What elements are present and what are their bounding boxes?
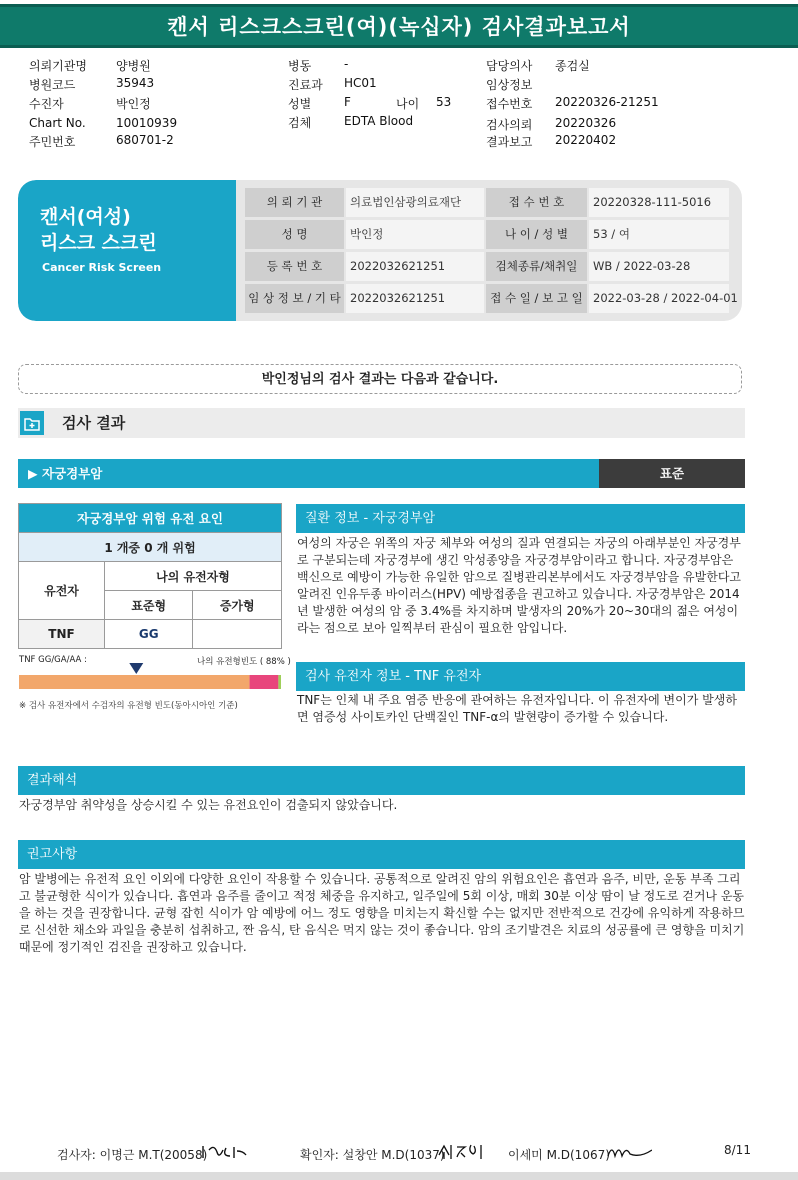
- card-title-line2: 리스크 스크린: [40, 232, 157, 254]
- freq-segment-0: [19, 675, 250, 689]
- freq-marker: [129, 663, 143, 674]
- result-message: 박인정님의 검사 결과는 다음과 같습니다.: [18, 364, 742, 394]
- card-row-value: 의료법인삼광의료재단: [346, 188, 484, 217]
- header-label: 병동: [288, 59, 312, 73]
- header-label: 성별: [288, 97, 312, 111]
- disease-info-text: 여성의 자궁은 위쪽의 자궁 체부와 여성의 질과 연결되는 자궁의 아래부분인 자궁경부로 구분되는데 자궁경부에 생긴 악성종양을 자궁경부암이라고 합니다. 자궁경부암은 백신으로 예방이 가능한 유일한 암으로 질병관리본부에서도 자궁경부암을 유발한다고 알려진 인유두종 바이러스(HPV) 예방접종을 권고하고 있습니다. 자궁경부암은 2014년 발생한 여성의 암 중 3.4%를 차지하며 발생자의 20%가 20~30대의 젊은 여성이라는 점으로 보아 일찍부터 관심이 필요한 암입니다.: [297, 536, 742, 635]
- my-genotype-header: 나의 유전자형: [105, 562, 282, 591]
- card-row-label: 성 명: [245, 220, 344, 249]
- card-row-label: 임 상 정 보 / 기 타: [245, 284, 344, 313]
- tester-info: 검사자: 이명근 M.T(20058): [57, 1148, 208, 1162]
- card-row-label: 접 수 번 호: [486, 188, 587, 217]
- card-title-line1: 캔서(여성): [40, 206, 131, 228]
- interpretation-text: 자궁경부암 취약성을 상승시킬 수 있는 유전요인이 검출되지 않았습니다.: [19, 798, 398, 812]
- freq-segment-2: [278, 675, 281, 689]
- card-row-value: 2022032621251: [346, 252, 484, 281]
- gene-risk-count: [19, 533, 282, 562]
- category-label: ▶ 자궁경부암: [28, 466, 103, 481]
- freq-right-label: 나의 유전형빈도 ( 88% ): [197, 657, 291, 667]
- header-value: 20220326-21251: [555, 95, 659, 109]
- freq-left-label: TNF GG/GA/AA :: [19, 655, 87, 665]
- gene-column-header: 유전자: [19, 562, 105, 620]
- card-row-label: 검체종류/채취일: [486, 252, 587, 281]
- card-row-value: 2022032621251: [346, 284, 484, 313]
- header-label: 검체: [288, 116, 312, 130]
- age-value: 53: [436, 95, 452, 109]
- card-row-value: 53 / 여: [589, 220, 729, 249]
- section-title: 검사 결과: [62, 414, 126, 432]
- gene-table-title: 자궁경부암 위험 유전 요인: [19, 504, 282, 533]
- header-value: 35943: [116, 76, 155, 90]
- recommendation-text: 암 발병에는 유전적 요인 이외에 다양한 요인이 작용할 수 있습니다. 공통적으로 알려진 암의 위험요인은 흡연과 음주, 비만, 운동 부족 그리고 불균형한 식이가 있습니다. 흡연과 음주를 줄이고 적정 체중을 유지하고, 일주일에 5회 이상, 매회 30분 이상 땀이 날 정도로 걷거나 운동을 하는 것을 권장합니다. 균형 잡힌 식이가 암 예방에 어느 정도 영향을 미치는지 확신할 수는 없지만 전반적으로 건강에 유익하게 작용하므로 신선한 채소와 과일을 충분히 섭취하고, 짠 음식, 탄 음식은 먹지 않는 것이 좋습니다. 암의 조기발견은 치료의 성공률에 큰 영향을 미치기 때문에 정기적인 검진을 권장하고 있습니다.: [19, 872, 745, 954]
- gene-info-header: 검사 유전자 정보 - TNF 유전자: [296, 662, 745, 691]
- header-label: 결과보고: [486, 135, 533, 149]
- header-label: 진료과: [288, 78, 323, 92]
- header-label: 병원코드: [29, 78, 76, 92]
- section-header: [18, 408, 745, 438]
- category-bar: [18, 459, 599, 488]
- header-value: 종검실: [555, 59, 590, 73]
- freq-note: ※ 검사 유전자에서 수검자의 유전형 빈도(동아시아인 기준): [19, 701, 238, 711]
- standard-type-header: 표준형: [105, 591, 193, 620]
- header-label: 접수번호: [486, 97, 533, 111]
- card-row-value: 2022-03-28 / 2022-04-01: [589, 284, 729, 313]
- doctor2-info: 이세미 M.D(1067): [508, 1148, 610, 1162]
- increased-type-header: 증가형: [193, 591, 282, 620]
- gene-risk-count-text: 1 개중 0 개 위험: [104, 540, 196, 555]
- interpretation-header: 결과해석: [18, 766, 745, 795]
- header-label: 주민번호: [29, 135, 76, 149]
- header-value: 박인정: [116, 97, 151, 111]
- header-value: -: [344, 57, 349, 71]
- card-row-label: 접 수 일 / 보 고 일: [486, 284, 587, 313]
- header-value: F: [344, 95, 351, 109]
- bottom-divider: [0, 1172, 798, 1180]
- disease-info-header: 질환 정보 - 자궁경부암: [296, 504, 745, 533]
- header-label: 담당의사: [486, 59, 533, 73]
- gene-risk-table: [18, 503, 282, 649]
- header-value: 20220326: [555, 116, 617, 130]
- header-label: 임상정보: [486, 78, 533, 92]
- card-row-value: 20220328-111-5016: [589, 188, 729, 217]
- card-banner: [18, 180, 236, 321]
- tester-signature: [200, 1142, 250, 1162]
- header-label: 의뢰기관명: [29, 59, 87, 73]
- report-title-bar: [0, 4, 798, 48]
- freq-segment-1: [250, 675, 279, 689]
- folder-plus-icon: [20, 411, 44, 435]
- header-label: 수진자: [29, 97, 64, 111]
- category-status: 표준: [599, 459, 745, 488]
- report-title: 캔서 리스크스크린(여)(녹십자) 검사결과보고서: [167, 15, 631, 39]
- table-row: [19, 620, 282, 649]
- standard-genotype: GG: [105, 620, 193, 649]
- card-row-label: 등 록 번 호: [245, 252, 344, 281]
- header-label: 검사의뢰: [486, 118, 533, 132]
- confirmer-signature: [437, 1141, 487, 1163]
- card-row-value: WB / 2022-03-28: [589, 252, 729, 281]
- gene-name: TNF: [19, 620, 105, 649]
- increased-genotype: [193, 620, 282, 649]
- header-value: 680701-2: [116, 133, 174, 147]
- confirmer-info: 확인자: 설창안 M.D(1037): [300, 1148, 445, 1162]
- header-value: 20220402: [555, 133, 617, 147]
- header-value: HC01: [344, 76, 377, 90]
- header-value: 양병원: [116, 59, 151, 73]
- header-value: EDTA Blood: [344, 114, 414, 128]
- genotype-frequency-bar: [19, 672, 281, 689]
- header-value: 10010939: [116, 116, 178, 130]
- summary-card: [18, 180, 742, 321]
- card-subtitle: Cancer Risk Screen: [42, 261, 162, 274]
- gene-info-text: TNF는 인체 내 주요 염증 반응에 관여하는 유전자입니다. 이 유전자에 변이가 발생하면 염증성 사이토카인 단백질인 TNF-α의 발현량이 증가할 수 있습니다.: [297, 693, 737, 724]
- age-label: 나이: [396, 97, 420, 111]
- recommendation-header: 권고사항: [18, 840, 745, 869]
- page-number: 8/11: [724, 1143, 751, 1157]
- card-row-label: 의 뢰 기 관: [245, 188, 344, 217]
- card-row-value: 박인정: [346, 220, 484, 249]
- doctor2-signature: [606, 1144, 652, 1160]
- header-label: Chart No.: [29, 116, 86, 130]
- card-row-label: 나 이 / 성 별: [486, 220, 587, 249]
